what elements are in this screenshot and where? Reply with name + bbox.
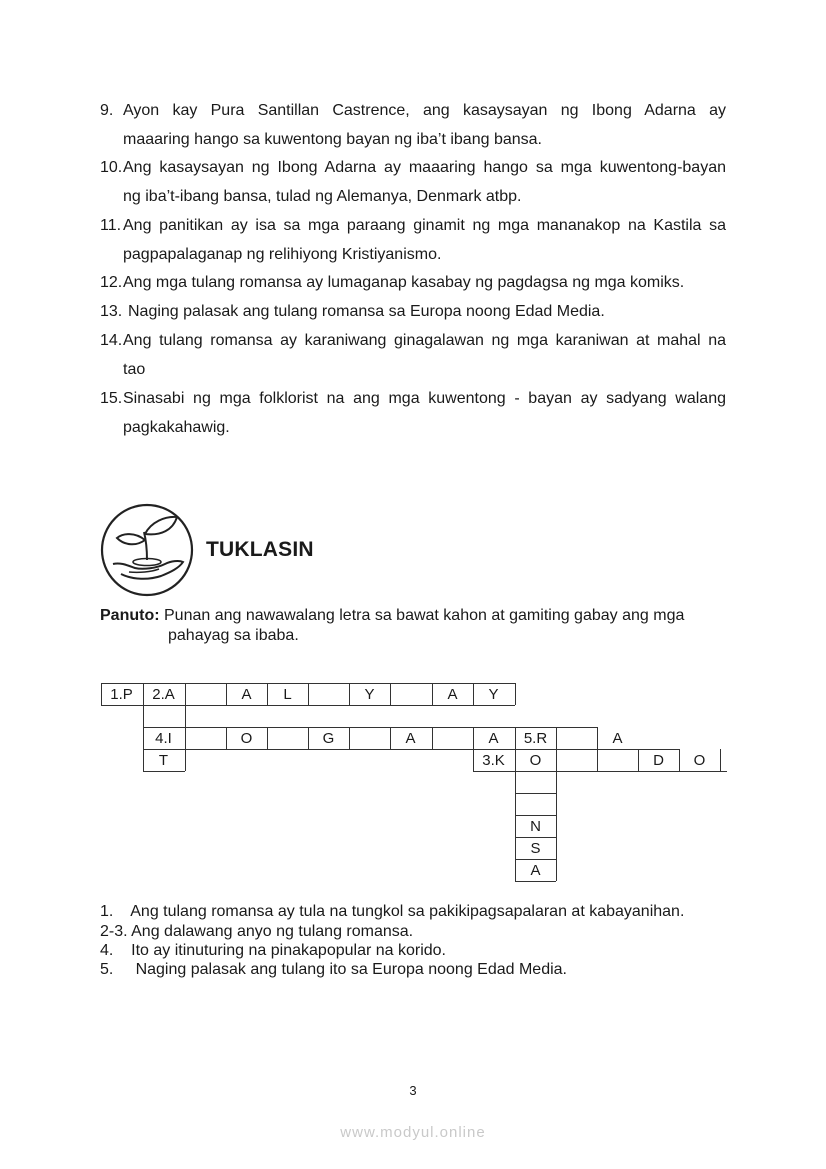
grid-line (267, 727, 268, 749)
section-title: TUKLASIN (206, 538, 314, 561)
statement-line: Naging palasak ang tulang romansa sa Europa noong Edad Media. (128, 303, 605, 320)
grid-line (515, 881, 556, 882)
grid-line (556, 749, 557, 771)
crossword-letter: 4.I (155, 730, 172, 747)
grid-line (390, 683, 391, 705)
statement-line: maaaring hango sa kuwentong bayan ng iba’t ibang bansa. (123, 131, 542, 148)
statement-number: 13. (100, 303, 123, 320)
crossword-letter: A (530, 862, 541, 879)
grid-line (185, 727, 186, 749)
grid-line (185, 705, 186, 727)
statement-line: Sinasabi ng mga folklorist na ang mga kuwentong - bayan ay sadyang walang (123, 390, 726, 407)
statement-9 (100, 96, 726, 154)
plant-in-hand-icon (99, 502, 195, 598)
crossword-letter: 3.K (482, 752, 505, 769)
page-number: 3 (409, 1083, 417, 1098)
clue-2-3: 2-3. Ang dalawang anyo ng tulang romansa. (100, 923, 414, 940)
crossword-letter: L (283, 686, 292, 703)
grid-line (185, 683, 186, 705)
statement-number: 15. (100, 390, 123, 407)
grid-line (473, 771, 727, 772)
grid-line (349, 727, 350, 749)
crossword-letter: A (447, 686, 458, 703)
statement-line: Ang mga tulang romansa ay lumaganap kasabay ng pagdagsa ng mga komiks. (123, 274, 685, 291)
crossword-letter: 2.A (152, 686, 175, 703)
statement-line: pagkakahawig. (123, 419, 230, 436)
crossword-letter: A (488, 730, 499, 747)
grid-line (143, 749, 679, 750)
crossword-letter: A (405, 730, 416, 747)
clue-4: 4. Ito ay itinuturing na pinakapopular na korido. (100, 942, 446, 959)
crossword-letter: 5.R (523, 730, 548, 747)
grid-line (556, 727, 557, 749)
grid-line (556, 771, 557, 881)
statement-number: 12. (100, 274, 123, 291)
instructions-line: Punan ang nawawalang letra sa bawat kahon at gamiting gabay ang mga (164, 607, 685, 624)
instructions-label: Panuto: (100, 607, 160, 624)
crossword-letter: T (158, 752, 169, 769)
statement-line: ng iba’t-ibang bansa, tulad ng Alemanya, Denmark atbp. (123, 188, 522, 205)
crossword-letter: Y (488, 686, 499, 703)
statement-line: Ang tulang romansa ay karaniwang ginagalawan ng mga karaniwan at mahal na (123, 332, 726, 349)
grid-line (185, 749, 186, 771)
crossword-letter: N (530, 818, 541, 835)
crossword-letter: Y (364, 686, 375, 703)
crossword-letter: S (530, 840, 541, 857)
statement-10 (100, 153, 726, 211)
statement-number: 9. (100, 102, 114, 119)
statement-line: Ang panitikan ay isa sa mga paraang ginamit ng mga mananakop na Kastila sa (123, 217, 726, 234)
statement-line: Ang kasaysayan ng Ibong Adarna ay maaaring hango sa mga kuwentong-bayan (123, 159, 726, 176)
grid-line (597, 749, 598, 771)
grid-line (308, 683, 309, 705)
statement-11 (100, 211, 726, 269)
statement-line: tao (123, 361, 146, 378)
crossword-letter: G (322, 730, 335, 747)
statement-12 (100, 268, 726, 297)
crossword-letter: D (653, 752, 664, 769)
grid-line (143, 771, 185, 772)
grid-line (515, 793, 556, 794)
statement-number: 14. (100, 332, 123, 349)
statement-15 (100, 384, 726, 442)
instructions-line-2: pahayag sa ibaba. (168, 627, 299, 644)
statement-14 (100, 326, 726, 384)
statement-number: 10. (100, 159, 123, 176)
watermark: www.modyul.online (340, 1124, 486, 1141)
crossword-letter: A (241, 686, 252, 703)
grid-line (720, 749, 721, 771)
grid-line (143, 705, 144, 727)
grid-line (101, 705, 515, 706)
statement-13 (100, 297, 726, 326)
crossword-letter: O (693, 752, 706, 769)
crossword-letter: A (612, 730, 623, 747)
clue-5: 5. Naging palasak ang tulang ito sa Europa noong Edad Media. (100, 961, 567, 978)
grid-line (432, 727, 433, 749)
clue-1: 1. Ang tulang romansa ay tula na tungkol sa pakikipagsapalaran at kabayanihan. (100, 903, 685, 920)
statement-number: 11. (100, 217, 122, 234)
statement-line: Ayon kay Pura Santillan Castrence, ang kasaysayan ng Ibong Adarna ay (123, 102, 726, 119)
crossword-letter: O (529, 752, 542, 769)
instructions (100, 606, 684, 626)
crossword-letter: O (240, 730, 253, 747)
statement-line: pagpapalaganap ng relihiyong Kristiyanismo. (123, 246, 442, 263)
crossword-letter: 1.P (110, 686, 133, 703)
grid-line (515, 683, 516, 705)
